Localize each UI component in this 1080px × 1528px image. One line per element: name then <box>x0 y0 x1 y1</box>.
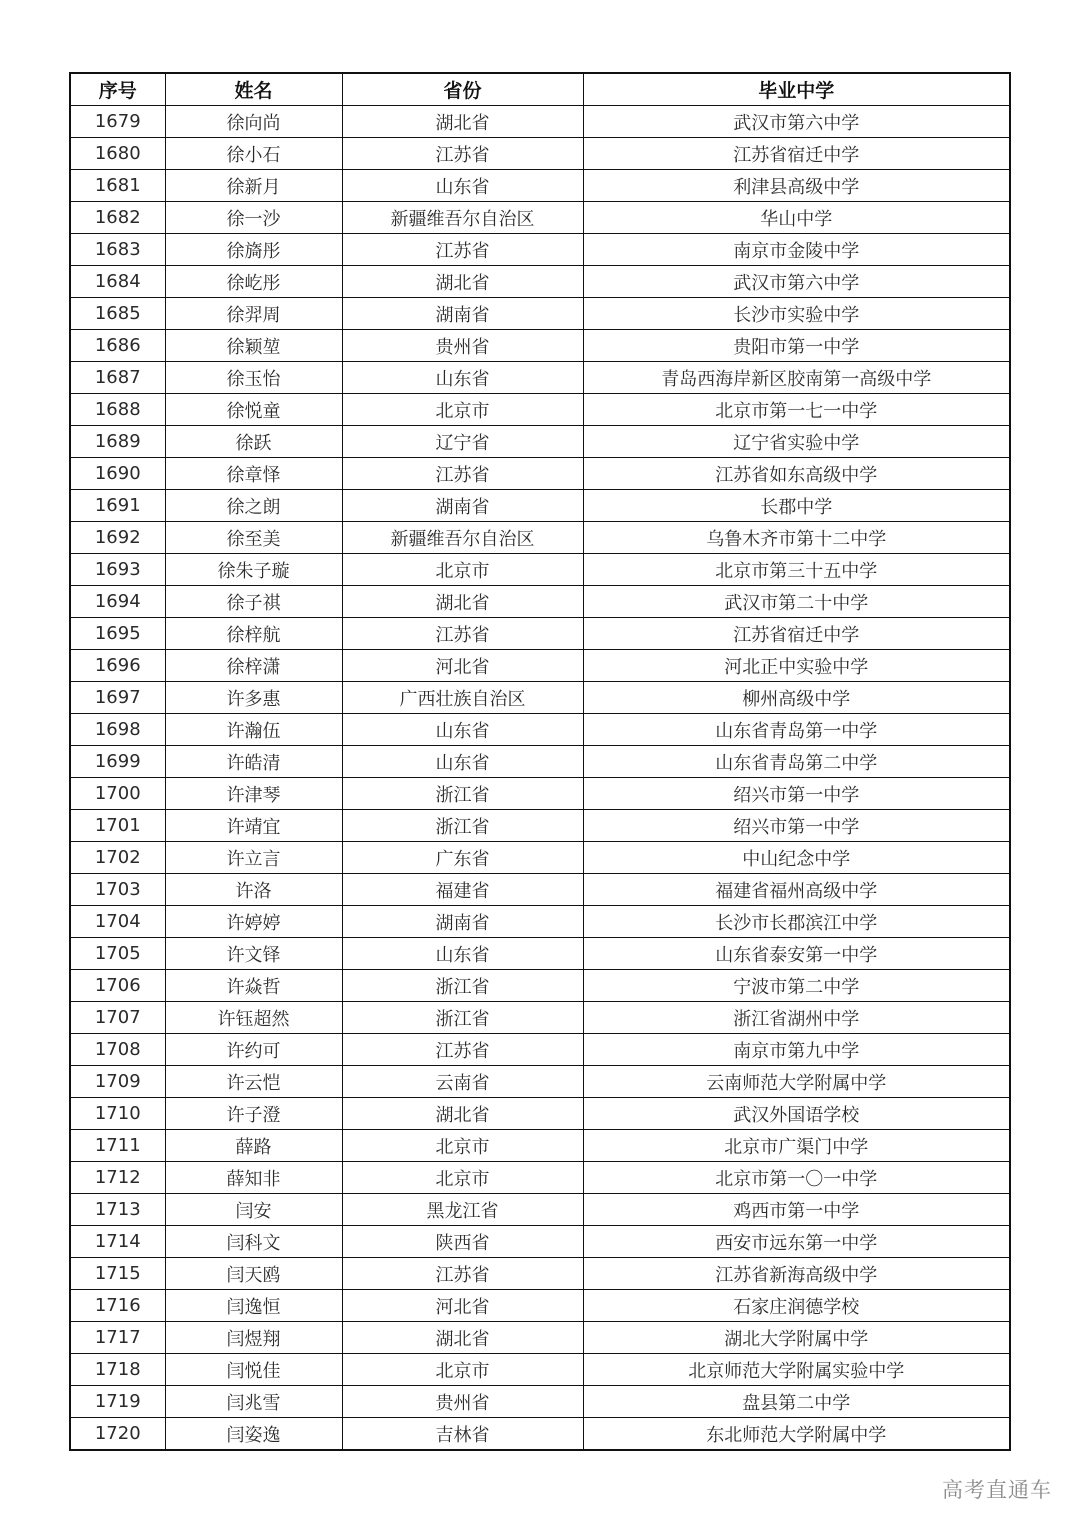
cell-name: 徐至美 <box>165 522 342 554</box>
cell-province: 湖北省 <box>342 1322 583 1354</box>
cell-school: 宁波市第二中学 <box>583 970 1010 1002</box>
cell-name: 徐玉怡 <box>165 362 342 394</box>
table-row <box>70 618 1010 650</box>
cell-name: 闫兆雪 <box>165 1386 342 1418</box>
cell-province: 湖北省 <box>342 586 583 618</box>
cell-name: 徐新月 <box>165 170 342 202</box>
cell-school: 绍兴市第一中学 <box>583 778 1010 810</box>
table-row <box>70 394 1010 426</box>
cell-index: 1704 <box>70 906 165 938</box>
cell-name: 薛路 <box>165 1130 342 1162</box>
cell-province: 浙江省 <box>342 778 583 810</box>
table-row <box>70 746 1010 778</box>
table-row <box>70 1066 1010 1098</box>
cell-name: 许婷婷 <box>165 906 342 938</box>
table-row <box>70 1194 1010 1226</box>
cell-name: 徐跃 <box>165 426 342 458</box>
cell-index: 1703 <box>70 874 165 906</box>
table-row <box>70 234 1010 266</box>
cell-name: 徐一沙 <box>165 202 342 234</box>
cell-school: 长沙市实验中学 <box>583 298 1010 330</box>
cell-name: 徐屹彤 <box>165 266 342 298</box>
cell-province: 湖北省 <box>342 1098 583 1130</box>
table-row <box>70 138 1010 170</box>
table-row <box>70 1002 1010 1034</box>
cell-province: 湖南省 <box>342 906 583 938</box>
cell-name: 徐章怿 <box>165 458 342 490</box>
cell-school: 东北师范大学附属中学 <box>583 1418 1010 1451</box>
cell-index: 1720 <box>70 1418 165 1451</box>
header-name: 姓名 <box>165 73 342 106</box>
cell-name: 徐之朗 <box>165 490 342 522</box>
cell-school: 江苏省宿迁中学 <box>583 618 1010 650</box>
cell-index: 1680 <box>70 138 165 170</box>
watermark-text: 高考直通车 <box>942 1478 1052 1502</box>
cell-province: 山东省 <box>342 714 583 746</box>
cell-province: 云南省 <box>342 1066 583 1098</box>
cell-index: 1716 <box>70 1290 165 1322</box>
cell-name: 徐颖堃 <box>165 330 342 362</box>
cell-school: 湖北大学附属中学 <box>583 1322 1010 1354</box>
cell-school: 柳州高级中学 <box>583 682 1010 714</box>
cell-index: 1708 <box>70 1034 165 1066</box>
cell-province: 浙江省 <box>342 1002 583 1034</box>
table-row <box>70 1130 1010 1162</box>
header-school: 毕业中学 <box>583 73 1010 106</box>
table-row <box>70 1226 1010 1258</box>
cell-name: 闫姿逸 <box>165 1418 342 1451</box>
cell-index: 1684 <box>70 266 165 298</box>
cell-province: 贵州省 <box>342 1386 583 1418</box>
table-row <box>70 586 1010 618</box>
table-row <box>70 842 1010 874</box>
cell-index: 1699 <box>70 746 165 778</box>
cell-index: 1712 <box>70 1162 165 1194</box>
cell-index: 1702 <box>70 842 165 874</box>
cell-name: 徐羿周 <box>165 298 342 330</box>
table-body <box>70 106 1010 1451</box>
cell-name: 徐子祺 <box>165 586 342 618</box>
table-row <box>70 714 1010 746</box>
cell-province: 江苏省 <box>342 234 583 266</box>
cell-province: 江苏省 <box>342 618 583 650</box>
cell-province: 江苏省 <box>342 1034 583 1066</box>
cell-province: 陕西省 <box>342 1226 583 1258</box>
cell-school: 北京师范大学附属实验中学 <box>583 1354 1010 1386</box>
cell-name: 许靖宜 <box>165 810 342 842</box>
cell-name: 徐梓航 <box>165 618 342 650</box>
cell-school: 山东省青岛第一中学 <box>583 714 1010 746</box>
cell-school: 江苏省新海高级中学 <box>583 1258 1010 1290</box>
cell-index: 1690 <box>70 458 165 490</box>
table-row <box>70 298 1010 330</box>
cell-name: 徐向尚 <box>165 106 342 138</box>
cell-name: 许洛 <box>165 874 342 906</box>
cell-index: 1711 <box>70 1130 165 1162</box>
table-row <box>70 1258 1010 1290</box>
cell-province: 江苏省 <box>342 138 583 170</box>
table-row <box>70 970 1010 1002</box>
cell-index: 1719 <box>70 1386 165 1418</box>
cell-province: 湖北省 <box>342 106 583 138</box>
cell-province: 新疆维吾尔自治区 <box>342 202 583 234</box>
cell-province: 江苏省 <box>342 458 583 490</box>
cell-name: 许多惠 <box>165 682 342 714</box>
cell-index: 1717 <box>70 1322 165 1354</box>
cell-school: 贵阳市第一中学 <box>583 330 1010 362</box>
table-row <box>70 778 1010 810</box>
cell-province: 山东省 <box>342 170 583 202</box>
cell-province: 河北省 <box>342 650 583 682</box>
cell-province: 浙江省 <box>342 810 583 842</box>
cell-name: 许皓清 <box>165 746 342 778</box>
cell-school: 长沙市长郡滨江中学 <box>583 906 1010 938</box>
header-province: 省份 <box>342 73 583 106</box>
cell-name: 徐悦童 <box>165 394 342 426</box>
cell-province: 河北省 <box>342 1290 583 1322</box>
table-row <box>70 1162 1010 1194</box>
cell-name: 闫逸恒 <box>165 1290 342 1322</box>
cell-school: 江苏省如东高级中学 <box>583 458 1010 490</box>
cell-name: 许文铎 <box>165 938 342 970</box>
cell-school: 武汉市第六中学 <box>583 266 1010 298</box>
table-row <box>70 362 1010 394</box>
table-row <box>70 202 1010 234</box>
cell-index: 1679 <box>70 106 165 138</box>
table-row <box>70 1098 1010 1130</box>
cell-index: 1718 <box>70 1354 165 1386</box>
table-row <box>70 490 1010 522</box>
cell-index: 1692 <box>70 522 165 554</box>
table-row <box>70 106 1010 138</box>
cell-name: 许瀚伍 <box>165 714 342 746</box>
table-row <box>70 330 1010 362</box>
cell-school: 武汉市第六中学 <box>583 106 1010 138</box>
cell-index: 1688 <box>70 394 165 426</box>
cell-school: 中山纪念中学 <box>583 842 1010 874</box>
cell-name: 闫科文 <box>165 1226 342 1258</box>
cell-province: 北京市 <box>342 554 583 586</box>
cell-province: 江苏省 <box>342 1258 583 1290</box>
table-row <box>70 266 1010 298</box>
cell-index: 1685 <box>70 298 165 330</box>
cell-province: 贵州省 <box>342 330 583 362</box>
cell-province: 福建省 <box>342 874 583 906</box>
cell-index: 1696 <box>70 650 165 682</box>
cell-school: 云南师范大学附属中学 <box>583 1066 1010 1098</box>
cell-index: 1705 <box>70 938 165 970</box>
cell-province: 广西壮族自治区 <box>342 682 583 714</box>
cell-school: 辽宁省实验中学 <box>583 426 1010 458</box>
cell-school: 武汉市第二十中学 <box>583 586 1010 618</box>
cell-name: 徐朱子璇 <box>165 554 342 586</box>
cell-school: 南京市金陵中学 <box>583 234 1010 266</box>
cell-school: 北京市第一〇一中学 <box>583 1162 1010 1194</box>
cell-school: 福建省福州高级中学 <box>583 874 1010 906</box>
cell-index: 1686 <box>70 330 165 362</box>
cell-index: 1687 <box>70 362 165 394</box>
cell-school: 山东省青岛第二中学 <box>583 746 1010 778</box>
table-row <box>70 1354 1010 1386</box>
cell-index: 1681 <box>70 170 165 202</box>
table-row <box>70 906 1010 938</box>
cell-index: 1691 <box>70 490 165 522</box>
cell-school: 华山中学 <box>583 202 1010 234</box>
roster-table <box>69 72 1011 1451</box>
cell-name: 许约可 <box>165 1034 342 1066</box>
table-row <box>70 810 1010 842</box>
header-index: 序号 <box>70 73 165 106</box>
cell-province: 湖南省 <box>342 490 583 522</box>
cell-index: 1683 <box>70 234 165 266</box>
table-row <box>70 650 1010 682</box>
cell-province: 北京市 <box>342 394 583 426</box>
cell-index: 1693 <box>70 554 165 586</box>
cell-name: 闫悦佳 <box>165 1354 342 1386</box>
cell-province: 辽宁省 <box>342 426 583 458</box>
cell-province: 广东省 <box>342 842 583 874</box>
cell-name: 徐小石 <box>165 138 342 170</box>
cell-index: 1698 <box>70 714 165 746</box>
cell-name: 许津琴 <box>165 778 342 810</box>
cell-school: 北京市第三十五中学 <box>583 554 1010 586</box>
cell-name: 闫煜翔 <box>165 1322 342 1354</box>
cell-name: 徐旖彤 <box>165 234 342 266</box>
cell-school: 石家庄润德学校 <box>583 1290 1010 1322</box>
cell-index: 1713 <box>70 1194 165 1226</box>
cell-name: 闫天鸥 <box>165 1258 342 1290</box>
cell-index: 1701 <box>70 810 165 842</box>
table-row <box>70 874 1010 906</box>
cell-school: 山东省泰安第一中学 <box>583 938 1010 970</box>
cell-index: 1710 <box>70 1098 165 1130</box>
table-row <box>70 170 1010 202</box>
cell-province: 吉林省 <box>342 1418 583 1451</box>
cell-province: 新疆维吾尔自治区 <box>342 522 583 554</box>
cell-index: 1700 <box>70 778 165 810</box>
cell-school: 西安市远东第一中学 <box>583 1226 1010 1258</box>
cell-index: 1714 <box>70 1226 165 1258</box>
cell-school: 江苏省宿迁中学 <box>583 138 1010 170</box>
cell-school: 长郡中学 <box>583 490 1010 522</box>
table-row <box>70 1386 1010 1418</box>
cell-province: 北京市 <box>342 1162 583 1194</box>
cell-province: 山东省 <box>342 746 583 778</box>
table-row <box>70 426 1010 458</box>
cell-school: 武汉外国语学校 <box>583 1098 1010 1130</box>
cell-school: 北京市第一七一中学 <box>583 394 1010 426</box>
cell-index: 1689 <box>70 426 165 458</box>
table-row <box>70 1290 1010 1322</box>
cell-province: 黑龙江省 <box>342 1194 583 1226</box>
cell-province: 浙江省 <box>342 970 583 1002</box>
cell-school: 鸡西市第一中学 <box>583 1194 1010 1226</box>
cell-school: 利津县高级中学 <box>583 170 1010 202</box>
table-header-row <box>70 73 1010 106</box>
table-row <box>70 938 1010 970</box>
table-row <box>70 522 1010 554</box>
cell-school: 青岛西海岸新区胶南第一高级中学 <box>583 362 1010 394</box>
table-row <box>70 682 1010 714</box>
cell-name: 许子澄 <box>165 1098 342 1130</box>
cell-province: 山东省 <box>342 938 583 970</box>
cell-school: 盘县第二中学 <box>583 1386 1010 1418</box>
cell-province: 湖南省 <box>342 298 583 330</box>
cell-name: 许焱哲 <box>165 970 342 1002</box>
cell-index: 1707 <box>70 1002 165 1034</box>
cell-name: 许立言 <box>165 842 342 874</box>
cell-index: 1709 <box>70 1066 165 1098</box>
cell-index: 1706 <box>70 970 165 1002</box>
cell-name: 徐梓潇 <box>165 650 342 682</box>
table-row <box>70 458 1010 490</box>
cell-index: 1694 <box>70 586 165 618</box>
cell-name: 许云恺 <box>165 1066 342 1098</box>
cell-school: 河北正中实验中学 <box>583 650 1010 682</box>
cell-province: 北京市 <box>342 1354 583 1386</box>
table-row <box>70 554 1010 586</box>
cell-school: 北京市广渠门中学 <box>583 1130 1010 1162</box>
cell-index: 1695 <box>70 618 165 650</box>
cell-index: 1715 <box>70 1258 165 1290</box>
cell-province: 北京市 <box>342 1130 583 1162</box>
cell-school: 绍兴市第一中学 <box>583 810 1010 842</box>
cell-school: 南京市第九中学 <box>583 1034 1010 1066</box>
cell-name: 薛知非 <box>165 1162 342 1194</box>
cell-school: 浙江省湖州中学 <box>583 1002 1010 1034</box>
cell-name: 许钰超然 <box>165 1002 342 1034</box>
cell-name: 闫安 <box>165 1194 342 1226</box>
table-row <box>70 1418 1010 1451</box>
table-row <box>70 1034 1010 1066</box>
cell-province: 山东省 <box>342 362 583 394</box>
cell-index: 1697 <box>70 682 165 714</box>
table-row <box>70 1322 1010 1354</box>
cell-province: 湖北省 <box>342 266 583 298</box>
cell-school: 乌鲁木齐市第十二中学 <box>583 522 1010 554</box>
cell-index: 1682 <box>70 202 165 234</box>
